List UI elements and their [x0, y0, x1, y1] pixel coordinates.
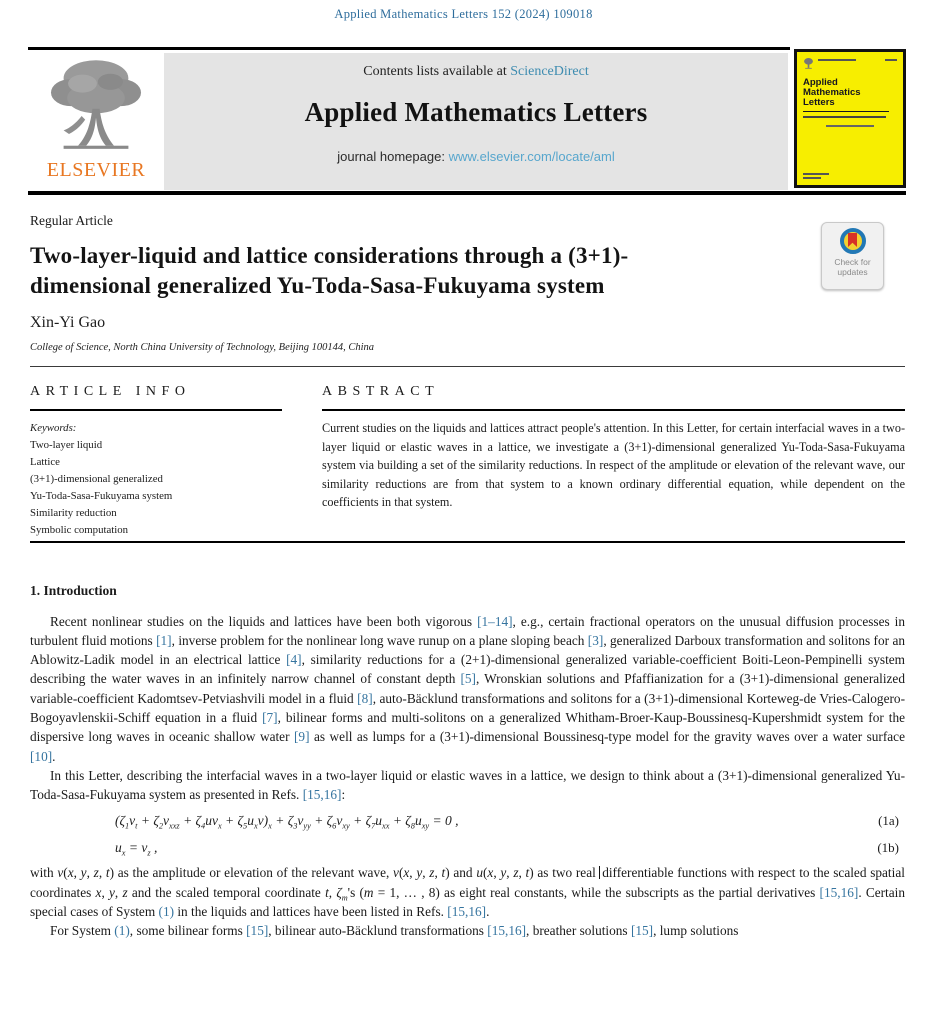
homepage-prefix: journal homepage: — [337, 149, 449, 164]
citation-link[interactable]: [9] — [294, 729, 310, 745]
citation-link[interactable]: [15,16] — [487, 923, 527, 939]
contents-prefix: Contents lists available at — [363, 64, 511, 79]
abstract-heading: ABSTRACT — [322, 384, 440, 399]
cover-tree-icon — [803, 57, 814, 75]
cover-subtitle-bar — [803, 116, 886, 118]
citation-link[interactable]: [3] — [587, 632, 604, 648]
author-name: Xin-Yi Gao — [30, 314, 106, 331]
intro-paragraph-4: For System (1), some bilinear forms [15], bilinear auto-Bäcklund transformations [15,16], breather solutions [15], lump solutions — [50, 923, 739, 939]
abstract-rule — [322, 409, 905, 411]
citation-link[interactable]: [15] — [246, 923, 269, 939]
citation-link[interactable]: (1) — [114, 923, 130, 939]
elsevier-logo — [30, 53, 162, 190]
masthead-journal-title: Applied Mathematics Letters — [304, 97, 648, 127]
equation-1a-label: (1a) — [878, 813, 899, 829]
citation-link[interactable]: [15,16] — [819, 884, 859, 900]
article-info-heading: ARTICLE INFO — [30, 384, 191, 399]
author-affiliation: College of Science, North China University of Technology, Beijing 100144, China — [30, 342, 375, 353]
info-abstract-section — [30, 367, 905, 539]
keyword-item: Lattice — [30, 456, 60, 468]
keyword-item: Symbolic computation — [30, 524, 129, 536]
equation-1b-label: (1b) — [877, 840, 899, 856]
main-content — [30, 213, 905, 941]
abstract-column — [322, 367, 905, 539]
keyword-item: Two-layer liquid — [30, 439, 103, 451]
elsevier-tree-icon — [30, 53, 162, 161]
intro-paragraph-1: Recent nonlinear studies on the liquids and lattices have been both vigorous [1–14], e.g., certain fractional operators on the unusual diffusion processes in turbulent fluid motions [1], inverse problem for the nonlinear long wave runup on a plane sloping beach [3], generalized Darboux transformation and solitons for an Ablowitz-Ladik model in an electrical lattice [4], similarity reductions for a (2+1)-dimensional generalized variable-coefficient Boiti-Leon-Pempinelli system describing the water waves in an infinitely narrow channel of constant depth [5], Wronskian solutions and Pfaffianization for a (3+1)-dimensional generalized variable-coefficient Kadomtsev-Petviashvili model in a fluid [8], auto-Bäcklund transformations and solitons for a (3+1)-dimensional Korteweg-de Vries-Calogero-Bogoyavlenskii-Schiff equation in a fluid [7], bilinear forms and multi-solitons on a generalized Whitham-Broer-Kaup-Boussinesq-Kupershmidt system for the dispersive long waves in oceanic shallow water [9] as well as lumps for a (3+1)-dimensional Boussinesq-type model for the gravity waves over a water surface [10]. — [30, 613, 906, 764]
citation-link[interactable]: [15,16] — [447, 904, 487, 920]
citation-link[interactable]: [15] — [630, 923, 654, 939]
equation-block — [30, 813, 905, 859]
masthead-bottom-rule — [28, 191, 906, 195]
check-updates-label: Check for updates — [834, 257, 871, 277]
keyword-item: Similarity reduction — [30, 507, 117, 519]
sciencedirect-link[interactable]: ScienceDirect — [510, 64, 589, 79]
citation-link[interactable]: [15,16] — [302, 787, 342, 803]
intro-paragraph-2: In this Letter, describing the interfacial waves in a two-layer liquid or elastic waves in a lattice, we design to think about a (3+1)-dimensional generalized Yu-Toda-Sasa-Fukuyama system as presented in Refs. [15,16]: — [30, 767, 905, 803]
citation-link[interactable]: [1–14] — [477, 613, 513, 629]
citation-link[interactable]: [10] — [30, 748, 53, 764]
equation-1a — [30, 813, 905, 832]
cover-footer — [803, 171, 829, 179]
citation-link[interactable]: [7] — [262, 709, 278, 725]
equation-1b-math: $u_x = v_z$ , — [115, 840, 158, 859]
keywords-list — [30, 420, 282, 539]
citation-link[interactable]: [4] — [286, 652, 302, 668]
homepage-line — [164, 149, 788, 164]
abstract-text: Current studies on the liquids and lattices attract people's attention. In this Letter, for certain interfacial waves in a two-layer liquid or elastic waves in a lattice, we investigate a (3+1)-dimensional generalized Yu-Toda-Sasa-Fukuyama system via building a set of the similarity reductions. In respect of the amplitude or elevation of the relevant wave, our similarity reductions are from that system to a known ordinary differential equation, while dependent on the coefficients in that system. — [322, 421, 905, 510]
masthead-top-rule — [28, 47, 790, 50]
introduction-heading: 1. Introduction — [30, 582, 117, 598]
journal-reference: Applied Mathematics Letters 152 (2024) 109018 — [334, 7, 593, 21]
article-info-column — [30, 367, 282, 539]
equation-1a-math: $(\zeta_1v_t + \zeta_2v_{xxz} + \zeta_4uv_x + \zeta_5u_xv)_x + \zeta_3v_{yy} + \zeta_6v_{xy} + \zeta_7u_{xx} + \zeta_8u_{xy} = 0$ , — [115, 813, 459, 832]
keyword-item: (3+1)-dimensional generalized — [30, 473, 163, 485]
citation-link[interactable]: [8] — [357, 690, 373, 706]
article-info-rule — [30, 409, 282, 411]
article-title: Two-layer-liquid and lattice considerations through a (3+1)-dimensional generalized Yu-Toda-Sasa-Fukuyama system — [30, 243, 629, 298]
cover-editors-bar — [826, 125, 875, 127]
text-caret — [599, 866, 600, 879]
citation-link[interactable]: (1) — [158, 904, 175, 920]
homepage-link[interactable]: www.elsevier.com/locate/aml — [448, 149, 615, 164]
cover-issue-bar — [885, 59, 897, 61]
intro-paragraph-3: with v(x, y, z, t) as the amplitude or elevation of the relevant wave, v(x, y, z, t) and u(x, y, z, t) as two real differentiable functions with respect to the scaled spatial coordinates x, y, z and the scaled temporal coordinate t, $\zeta_m's$ (m = 1, … , 8) as eight real constants, while the subscripts as the partial derivatives [15,16]. Certain special cases of System (1) in the liquids and lattices have been listed in Refs. [15,16]. — [30, 865, 906, 920]
article-type-label: Regular Article — [30, 213, 113, 228]
masthead-box — [164, 53, 788, 190]
cover-title: Applied Mathematics Letters — [803, 77, 861, 108]
elsevier-wordmark: ELSEVIER — [46, 159, 146, 181]
keyword-item: Yu-Toda-Sasa-Fukuyama system — [30, 490, 173, 502]
contents-line — [164, 64, 788, 80]
citation-link[interactable]: [5] — [460, 671, 476, 687]
equation-1b — [30, 840, 905, 859]
divider — [30, 541, 905, 543]
cover-rule — [803, 111, 889, 112]
cover-header-bar — [818, 59, 856, 61]
keywords-label: Keywords: — [30, 422, 77, 434]
citation-link[interactable]: [1] — [156, 632, 172, 648]
journal-cover-thumbnail — [794, 49, 906, 188]
